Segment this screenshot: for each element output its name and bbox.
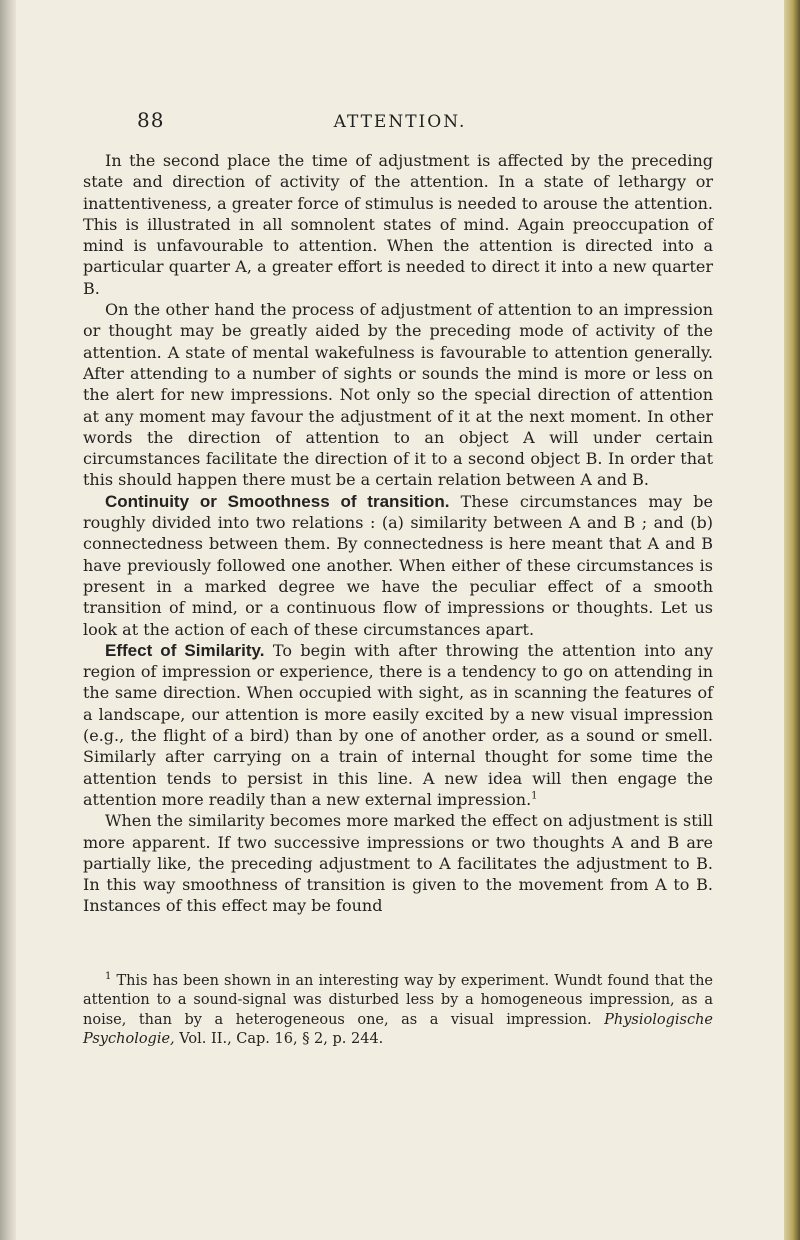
- paragraph-text: These circumstances may be roughly divided into two relations : (a) similarity between A and B ; and (b) connectedness between them. By connectedness is here meant that A and B have previously followed one another. When either of these circumstances is present in a marked degree we have the peculiar effect of a smooth transition of mind, or a continuous flow of impressions or thoughts. Let us look at the action of each of these circumstances apart.: [83, 491, 713, 639]
- body-text: [83, 150, 713, 917]
- footnote-citation-title: Physiologische Psychologie,: [83, 1011, 713, 1047]
- footnote-reference: 1: [531, 790, 538, 802]
- paragraph-2: [83, 299, 713, 491]
- paragraph-1: [83, 150, 713, 299]
- paragraph-text: On the other hand the process of adjustment of attention to an impression or thought may be greatly aided by the preceding mode of activity of the attention. A state of mental wakefulness is favourable to attention generally. After attending to a number of sights or sounds the mind is more or less on the alert for new impressions. Not only so the special direction of attention at any moment may favour the adjustment of it at the next moment. In other words the direction of attention to an object A will under certain circumstances facilitate the direction of it to a second object B. In order that this should happen there must be a certain relation between A and B.: [83, 300, 713, 490]
- page-edge-shadow: [784, 0, 800, 1240]
- paragraph-3: [83, 491, 713, 640]
- footnote-citation-details: Vol. II., Cap. 16, § 2, p. 244.: [179, 1030, 384, 1047]
- page-number: 88: [137, 108, 165, 132]
- section-heading-continuity: Continuity or Smoothness of transition.: [105, 491, 450, 511]
- footnote-marker: 1: [105, 971, 112, 983]
- footnote-area: [83, 972, 713, 1049]
- section-heading-similarity: Effect of Similarity.: [105, 640, 265, 660]
- running-title: ATTENTION.: [333, 112, 467, 132]
- paragraph-5: [83, 810, 713, 916]
- paragraph-text: When the similarity becomes more marked the effect on adjustment is still more apparent. If two successive impressions or two thoughts A and B are partially like, the preceding adjustment to A facilitates the adjustment to B. In this way smoothness of transition is given to the movement from A to B. Instances of this effect may be found: [83, 811, 713, 916]
- page-header: [0, 108, 800, 138]
- paragraph-text: To begin with after throwing the attention into any region of impression or experience, there is a tendency to go on attending in the same direction. When occupied with sight, as in scanning the features of a landscape, our attention is more easily excited by a new visual impression (e.g., the flight of a bird) than by one of another order, as a sound or smell. Similarly after carrying on a train of internal thought for some time the attention tends to persist in this line. A new idea will then engage the attention more readily than a new external impression.: [83, 640, 714, 809]
- paragraph-text: In the second place the time of adjustment is affected by the preceding state and direction of activity of the attention. In a state of lethargy or inattentiveness, a greater force of stimulus is needed to arouse the attention. This is illustrated in all somnolent states of mind. Again preoccupation of mind is unfavourable to attention. When the attention is directed into a particular quarter A, a greater effort is needed to direct it into a new quarter B.: [83, 151, 713, 298]
- paragraph-4: [83, 640, 713, 810]
- footnote-text: This has been shown in an interesting way by experiment. Wundt found that the attention to a sound-signal was disturbed less by a homogeneous impression, as a noise, than by a heterogeneous one, as a visual impression.: [83, 973, 714, 1028]
- book-gutter-shadow: [0, 0, 16, 1240]
- footnote: [83, 972, 713, 1049]
